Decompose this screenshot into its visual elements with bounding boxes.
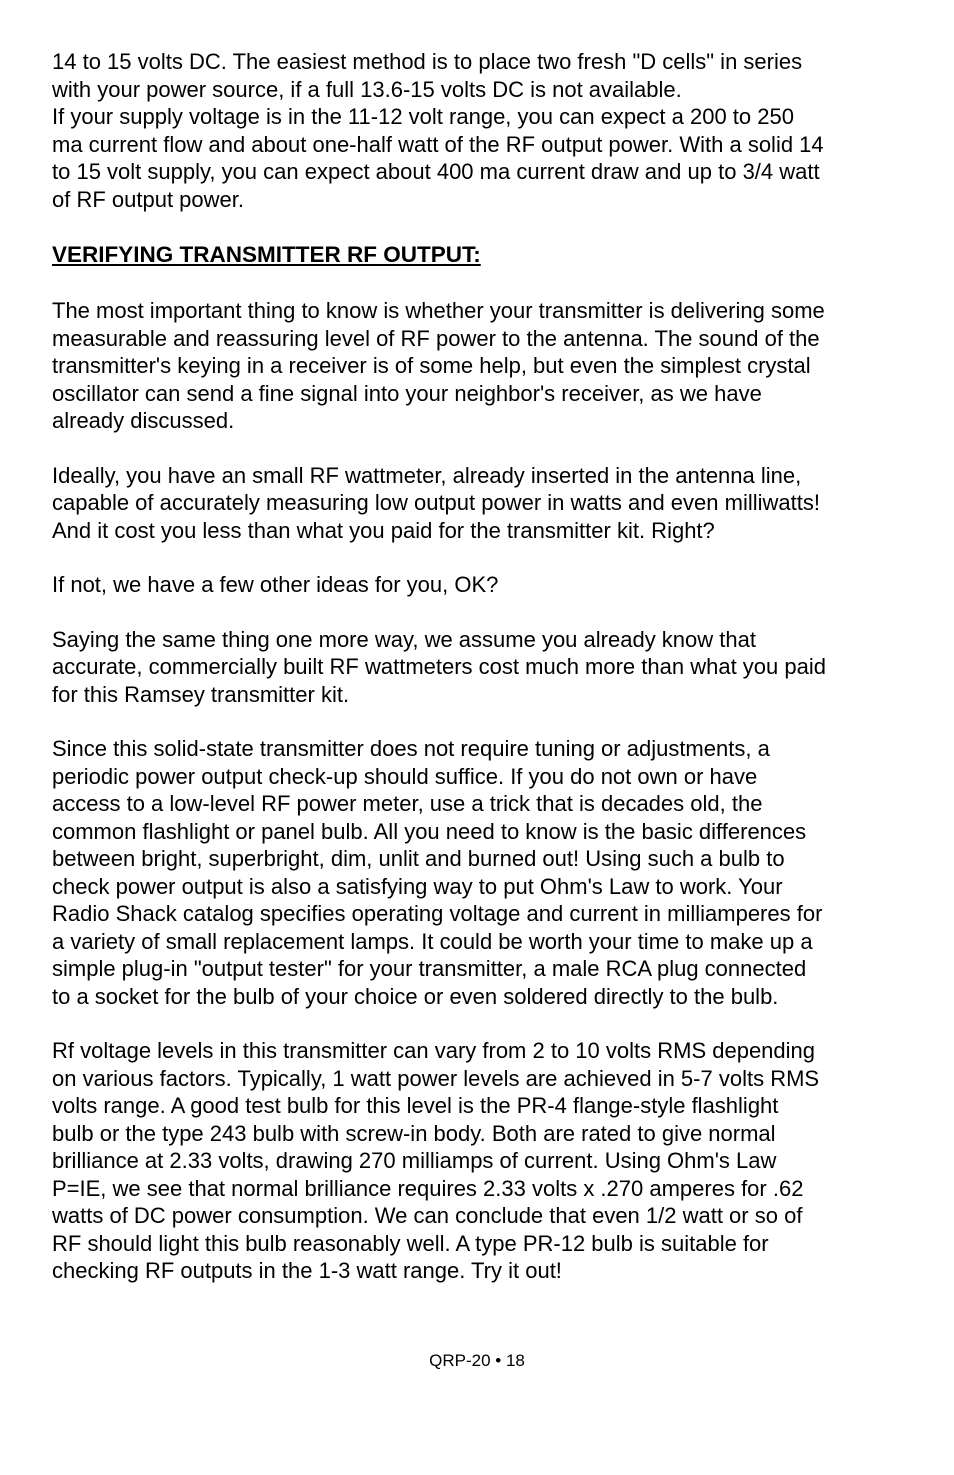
paragraph-importance: The most important thing to know is whether your transmitter is delivering some measurable and reassuring level of RF power to the antenna. The sound of the transmitter's keying in a receiver is of some help, but even the simplest crystal oscillator can send a fine signal into your neighbor's receiver, as we have already discussed.	[52, 298, 825, 433]
intro-paragraph: 14 to 15 volts DC. The easiest method is to place two fresh "D cells" in series with your power source, if a full 13.6-15 volts DC is not available. If your supply voltage is in the 11-12 volt range, you can expect a 200 to 250 ma current flow and about one-half watt of the RF output power. With a solid 14 to 15 volt supply, you can expect about 400 ma current draw and up to 3/4 watt of RF output power.	[52, 49, 824, 212]
paragraph-wattmeter: Ideally, you have an small RF wattmeter, already inserted in the antenna line, capable of accurately measuring low output power in watts and even milliwatts! And it cost you less than what you paid for the transmitter kit. Right?	[52, 462, 820, 543]
section-heading: VERIFYING TRANSMITTER RF OUTPUT:	[52, 242, 481, 267]
paragraph-voltage-levels: Rf voltage levels in this transmitter can vary from 2 to 10 volts RMS depending on various factors. Typically, 1 watt power levels are achieved in 5-7 volts RMS volts range. A good test bulb for this level is the PR-4 flange-style flashlight bulb or the type 243 bulb with screw-in body. Both are rated to give normal brilliance at 2.33 volts, drawing 270 milliamps of current. Using Ohm's Law P=IE, we see that normal brilliance requires 2.33 volts x .270 amperes for .62 watts of DC power consumption. We can conclude that even 1/2 watt or so of RF should light this bulb reasonably well. A type PR-12 bulb is suitable for checking RF outputs in the 1-3 watt range. Try it out!	[52, 1038, 820, 1283]
paragraph-cost: Saying the same thing one more way, we assume you already know that accurate, commercially built RF wattmeters cost much more than what you paid for this Ramsey transmitter kit.	[52, 626, 826, 707]
paragraph-bulb-trick: Since this solid-state transmitter does not require tuning or adjustments, a periodic power output check-up should suffice. If you do not own or have access to a low-level RF power meter, use a trick that is decades old, the common flashlight or panel bulb. All you need to know is the basic differences between bright, superbright, dim, unlit and burned out! Using such a bulb to check power output is also a satisfying way to put Ohm's Law to work. Your Radio Shack catalog specifies operating voltage and current in milliamperes for a variety of small replacement lamps. It could be worth your time to make up a simple plug-in "output tester" for your transmitter, a male RCA plug connected to a socket for the bulb of your choice or even soldered directly to the bulb.	[52, 736, 823, 1009]
paragraph-other-ideas: If not, we have a few other ideas for you, OK?	[52, 572, 499, 597]
page-footer: QRP-20 • 18	[429, 1351, 525, 1370]
document-page	[52, 48, 904, 1285]
